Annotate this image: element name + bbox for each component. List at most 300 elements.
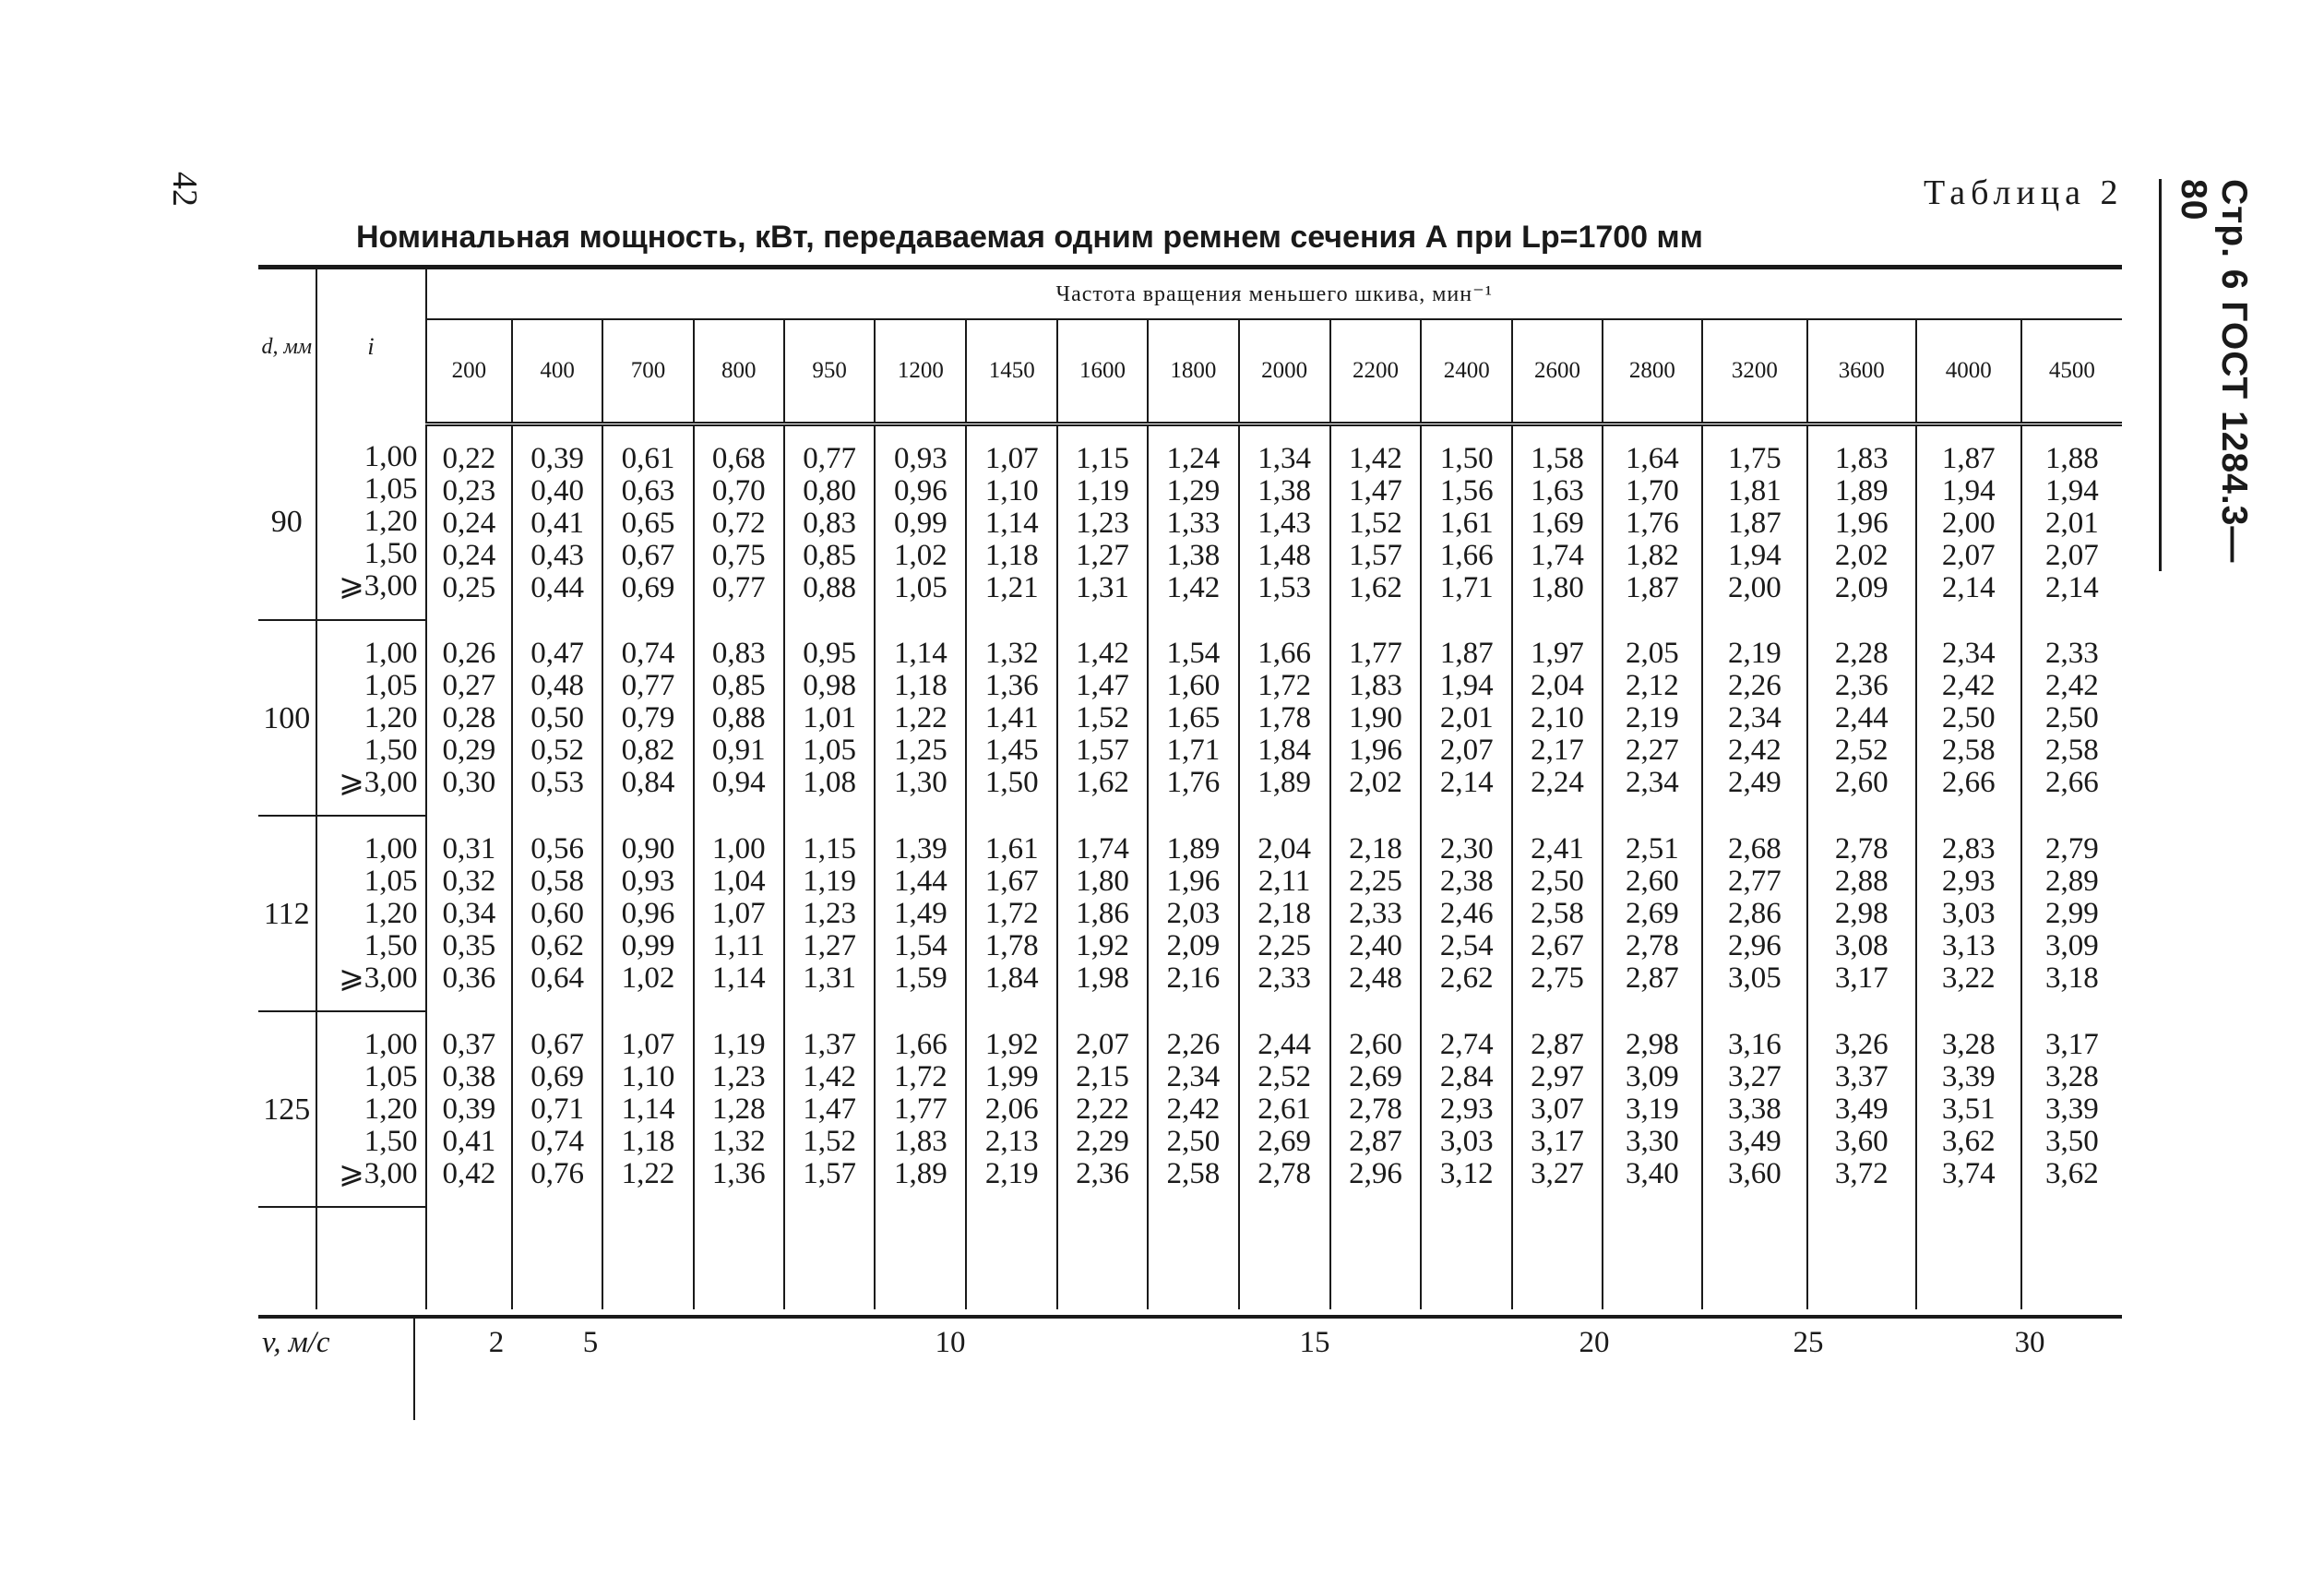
power-value: 0,99 <box>621 928 675 962</box>
frequency-header-cell: 4000 <box>1916 319 2021 424</box>
power-value: 2,34 <box>1941 636 1996 670</box>
power-value: 2,27 <box>1626 733 1679 767</box>
power-cell <box>1512 620 1603 816</box>
power-cell <box>602 620 694 816</box>
power-value: 1,50 <box>984 765 1039 799</box>
power-value: 3,17 <box>1834 961 1889 995</box>
power-value: 2,29 <box>1076 1124 1129 1158</box>
power-value: 1,67 <box>984 864 1039 898</box>
power-cell <box>1421 620 1512 816</box>
power-value: 2,28 <box>1834 636 1889 670</box>
power-value: 3,49 <box>1834 1092 1889 1126</box>
power-value: 3,03 <box>1941 896 1996 930</box>
ratio-value: 1,00 <box>363 636 418 670</box>
power-cell <box>966 424 1057 621</box>
power-cell <box>1807 1011 1916 1207</box>
power-value: 2,83 <box>1941 831 1996 866</box>
ratio-value: 1,20 <box>363 700 418 734</box>
diameter-cell: 125 <box>258 1011 316 1207</box>
power-value: 2,69 <box>1626 896 1679 930</box>
power-cell <box>602 1011 694 1207</box>
power-value: 2,61 <box>1257 1092 1311 1126</box>
power-cell <box>1330 1011 1422 1207</box>
power-value: 0,28 <box>442 700 496 734</box>
power-value: 1,21 <box>984 570 1039 604</box>
power-value: 0,27 <box>442 668 496 702</box>
power-value: 2,67 <box>1531 928 1584 962</box>
power-value: 2,09 <box>1834 570 1889 604</box>
power-value: 3,16 <box>1727 1027 1782 1061</box>
power-value: 1,34 <box>1257 441 1311 475</box>
power-value: 1,84 <box>984 961 1039 995</box>
power-value: 0,93 <box>621 864 675 898</box>
power-cell <box>512 816 602 1011</box>
power-value: 2,42 <box>1166 1092 1221 1126</box>
velocity-tick-label: 25 <box>1793 1326 1824 1359</box>
power-value: 1,32 <box>711 1124 766 1158</box>
power-value: 1,31 <box>803 961 856 995</box>
frequency-header-cell: 3600 <box>1807 319 1916 424</box>
power-value: 1,07 <box>621 1027 675 1061</box>
power-value: 2,78 <box>1349 1092 1402 1126</box>
empty-cell <box>2021 1207 2122 1309</box>
table-label: Таблица 2 <box>1924 173 2124 212</box>
frequency-header-cell: 400 <box>512 319 602 424</box>
power-value: 1,94 <box>1941 473 1996 507</box>
power-value: 0,80 <box>803 473 856 507</box>
power-value: 2,07 <box>1076 1027 1129 1061</box>
power-value: 2,38 <box>1439 864 1494 898</box>
power-value: 0,88 <box>711 700 766 734</box>
power-value: 1,96 <box>1834 506 1889 540</box>
power-value: 1,86 <box>1076 896 1129 930</box>
power-value: 0,39 <box>442 1092 496 1126</box>
power-value: 1,63 <box>1531 473 1584 507</box>
power-value: 1,02 <box>894 538 947 572</box>
power-cell <box>1702 1011 1807 1207</box>
empty-cell <box>316 1207 426 1309</box>
diameter-group-row <box>258 816 2122 1011</box>
power-value: 0,79 <box>621 700 675 734</box>
power-value: 0,41 <box>530 506 585 540</box>
frequency-header-cell: 800 <box>694 319 784 424</box>
ratio-cell <box>316 1011 426 1207</box>
power-value: 2,50 <box>1941 700 1996 734</box>
power-value: 1,07 <box>711 896 766 930</box>
power-value: 1,87 <box>1941 441 1996 475</box>
power-value: 1,31 <box>1076 570 1129 604</box>
power-cell <box>1148 1011 1239 1207</box>
diameter-group-row <box>258 1011 2122 1207</box>
table-body <box>258 424 2122 1310</box>
empty-cell <box>966 1207 1057 1309</box>
power-value: 1,98 <box>1076 961 1129 995</box>
power-value: 2,25 <box>1349 864 1402 898</box>
power-value: 0,38 <box>442 1059 496 1093</box>
power-value: 2,41 <box>1531 831 1584 866</box>
power-value: 2,34 <box>1727 700 1782 734</box>
diameter-cell: 100 <box>258 620 316 816</box>
power-cell <box>1603 1011 1702 1207</box>
power-value: 1,36 <box>984 668 1039 702</box>
power-value: 0,32 <box>442 864 496 898</box>
power-cell <box>1603 424 1702 621</box>
power-cell <box>1057 424 1148 621</box>
power-value: 0,42 <box>442 1156 496 1190</box>
power-cell <box>1330 424 1422 621</box>
power-value: 0,76 <box>530 1156 585 1190</box>
power-cell <box>875 424 966 621</box>
power-value: 2,69 <box>1349 1059 1402 1093</box>
power-value: 3,62 <box>1941 1124 1996 1158</box>
power-value: 1,76 <box>1166 765 1221 799</box>
power-value: 2,22 <box>1076 1092 1129 1126</box>
power-value: 1,14 <box>984 506 1039 540</box>
ratio-value: ⩾3,00 <box>339 1156 418 1190</box>
diameter-cell: 112 <box>258 816 316 1011</box>
power-value: 2,58 <box>1531 896 1584 930</box>
power-value: 1,62 <box>1076 765 1129 799</box>
power-value: 2,00 <box>1941 506 1996 540</box>
ratio-value: 1,20 <box>363 1092 418 1126</box>
power-cell <box>1807 620 1916 816</box>
power-value: 1,42 <box>1166 570 1221 604</box>
power-value: 1,23 <box>803 896 856 930</box>
frequency-row <box>258 319 2122 424</box>
ratio-value: 1,50 <box>363 1124 418 1158</box>
power-value: 2,03 <box>1166 896 1221 930</box>
empty-cell <box>1421 1207 1512 1309</box>
page-number: 42 <box>165 172 204 207</box>
power-value: 2,26 <box>1727 668 1782 702</box>
power-value: 3,74 <box>1941 1156 1996 1190</box>
table-title: Номинальная мощность, кВт, передаваемая одним ремнем сечения A при Lр=1700 мм <box>356 220 1703 255</box>
power-value: 1,72 <box>894 1059 947 1093</box>
power-cell <box>1148 620 1239 816</box>
power-cell <box>1239 1011 1330 1207</box>
power-value: 0,95 <box>803 636 856 670</box>
ratio-value: ⩾3,00 <box>339 765 418 799</box>
power-value: 1,72 <box>1257 668 1311 702</box>
power-value: 2,78 <box>1257 1156 1311 1190</box>
power-value: 1,71 <box>1439 570 1494 604</box>
power-value: 1,80 <box>1531 570 1584 604</box>
velocity-tick-label: 20 <box>1579 1326 1610 1359</box>
power-value: 1,22 <box>621 1156 675 1190</box>
power-value: 2,99 <box>2044 896 2099 930</box>
power-cell <box>1512 1011 1603 1207</box>
power-value: 2,50 <box>1166 1124 1221 1158</box>
power-value: 2,04 <box>1257 831 1311 866</box>
power-value: 2,96 <box>1727 928 1782 962</box>
power-value: 0,93 <box>894 441 947 475</box>
power-value: 2,19 <box>1727 636 1782 670</box>
power-value: 1,78 <box>1257 700 1311 734</box>
diameter-group-row <box>258 620 2122 816</box>
power-value: 0,31 <box>442 831 496 866</box>
power-value: 0,30 <box>442 765 496 799</box>
frequency-header-cell: 1450 <box>966 319 1057 424</box>
power-value: 1,52 <box>1076 700 1129 734</box>
power-value: 2,14 <box>1439 765 1494 799</box>
ratio-value: 1,05 <box>363 668 418 702</box>
power-cell <box>1807 424 1916 621</box>
frequency-header-cell: 2400 <box>1421 319 1512 424</box>
power-value: 0,58 <box>530 864 585 898</box>
power-value: 0,85 <box>711 668 766 702</box>
power-value: 0,96 <box>621 896 675 930</box>
power-value: 1,19 <box>711 1027 766 1061</box>
power-value: 3,28 <box>1941 1027 1996 1061</box>
power-value: 1,25 <box>894 733 947 767</box>
power-value: 2,50 <box>1531 864 1584 898</box>
power-value: 2,33 <box>2044 636 2099 670</box>
power-value: 0,96 <box>894 473 947 507</box>
power-value: 1,36 <box>711 1156 766 1190</box>
power-value: 3,09 <box>1626 1059 1679 1093</box>
power-value: 1,48 <box>1257 538 1311 572</box>
power-value: 0,67 <box>530 1027 585 1061</box>
power-value: 1,50 <box>1439 441 1494 475</box>
power-value: 1,54 <box>1166 636 1221 670</box>
power-value: 0,69 <box>621 570 675 604</box>
power-value: 2,13 <box>984 1124 1039 1158</box>
power-value: 0,65 <box>621 506 675 540</box>
power-value: 1,42 <box>1076 636 1129 670</box>
power-value: 3,62 <box>2044 1156 2099 1190</box>
power-cell <box>694 816 784 1011</box>
power-cell <box>966 1011 1057 1207</box>
power-cell <box>1916 816 2021 1011</box>
power-value: 1,87 <box>1626 570 1679 604</box>
power-value: 1,69 <box>1531 506 1584 540</box>
power-value: 2,34 <box>1626 765 1679 799</box>
power-value: 1,15 <box>1076 441 1129 475</box>
power-value: 1,89 <box>894 1156 947 1190</box>
power-value: 0,83 <box>803 506 856 540</box>
power-value: 0,88 <box>803 570 856 604</box>
power-value: 1,49 <box>894 896 947 930</box>
power-cell <box>784 620 876 816</box>
power-value: 2,54 <box>1439 928 1494 962</box>
power-cell <box>1421 816 1512 1011</box>
power-cell <box>784 424 876 621</box>
power-value: 2,68 <box>1727 831 1782 866</box>
power-value: 1,14 <box>711 961 766 995</box>
power-value: 2,26 <box>1166 1027 1221 1061</box>
power-value: 2,98 <box>1626 1027 1679 1061</box>
power-value: 0,61 <box>621 441 675 475</box>
power-value: 0,72 <box>711 506 766 540</box>
ratio-value: 1,20 <box>363 504 418 538</box>
power-value: 1,30 <box>894 765 947 799</box>
power-value: 0,53 <box>530 765 585 799</box>
power-value: 0,64 <box>530 961 585 995</box>
power-value: 0,70 <box>711 473 766 507</box>
power-cell <box>426 620 513 816</box>
power-value: 1,61 <box>1439 506 1494 540</box>
power-cell <box>875 1011 966 1207</box>
power-value: 1,18 <box>894 668 947 702</box>
ratio-value: 1,20 <box>363 896 418 930</box>
power-value: 3,39 <box>2044 1092 2099 1126</box>
power-value: 0,44 <box>530 570 585 604</box>
power-value: 1,14 <box>894 636 947 670</box>
power-value: 2,00 <box>1727 570 1782 604</box>
frequency-header-cell: 2600 <box>1512 319 1603 424</box>
empty-cell <box>426 1207 513 1309</box>
power-value: 1,84 <box>1257 733 1311 767</box>
power-value: 3,60 <box>1727 1156 1782 1190</box>
power-value: 1,81 <box>1727 473 1782 507</box>
power-value: 0,39 <box>530 441 585 475</box>
power-value: 1,99 <box>984 1059 1039 1093</box>
power-value: 2,42 <box>2044 668 2099 702</box>
power-cell <box>1239 424 1330 621</box>
power-value: 2,02 <box>1349 765 1402 799</box>
power-cell <box>1916 620 2021 816</box>
power-value: 2,62 <box>1439 961 1494 995</box>
power-value: 0,71 <box>530 1092 585 1126</box>
power-value: 3,08 <box>1834 928 1889 962</box>
power-value: 0,82 <box>621 733 675 767</box>
power-value: 2,98 <box>1834 896 1889 930</box>
power-value: 1,02 <box>621 961 675 995</box>
power-value: 2,07 <box>1941 538 1996 572</box>
power-value: 2,16 <box>1166 961 1221 995</box>
frequency-header-cell: 700 <box>602 319 694 424</box>
power-value: 0,29 <box>442 733 496 767</box>
power-value: 1,05 <box>803 733 856 767</box>
power-value: 1,60 <box>1166 668 1221 702</box>
power-value: 1,54 <box>894 928 947 962</box>
empty-cell <box>1148 1207 1239 1309</box>
power-value: 2,33 <box>1349 896 1402 930</box>
power-value: 1,00 <box>711 831 766 866</box>
power-value: 3,51 <box>1941 1092 1996 1126</box>
power-value: 1,23 <box>711 1059 766 1093</box>
power-cell <box>1807 816 1916 1011</box>
ratio-value: 1,00 <box>363 439 418 473</box>
power-value: 2,01 <box>1439 700 1494 734</box>
power-value: 2,44 <box>1257 1027 1311 1061</box>
power-value: 2,87 <box>1531 1027 1584 1061</box>
power-value: 2,79 <box>2044 831 2099 866</box>
power-value: 2,48 <box>1349 961 1402 995</box>
power-value: 2,07 <box>1439 733 1494 767</box>
power-value: 1,45 <box>984 733 1039 767</box>
power-value: 2,07 <box>2044 538 2099 572</box>
diameter-cell: 90 <box>258 424 316 621</box>
power-value: 1,57 <box>803 1156 856 1190</box>
power-value: 0,83 <box>711 636 766 670</box>
power-value: 3,13 <box>1941 928 1996 962</box>
power-value: 1,42 <box>803 1059 856 1093</box>
power-value: 3,27 <box>1727 1059 1782 1093</box>
power-value: 1,43 <box>1257 506 1311 540</box>
power-value: 1,53 <box>1257 570 1311 604</box>
power-value: 1,23 <box>1076 506 1129 540</box>
power-value: 1,70 <box>1626 473 1679 507</box>
velocity-label: v, м/с <box>262 1326 330 1359</box>
power-value: 1,57 <box>1076 733 1129 767</box>
power-cell <box>426 424 513 621</box>
power-cell <box>1239 620 1330 816</box>
power-value: 1,01 <box>803 700 856 734</box>
power-value: 3,22 <box>1941 961 1996 995</box>
power-value: 0,74 <box>530 1124 585 1158</box>
ratio-cell <box>316 424 426 621</box>
power-value: 1,19 <box>1076 473 1129 507</box>
power-value: 0,99 <box>894 506 947 540</box>
power-value: 1,42 <box>1349 441 1402 475</box>
power-value: 1,92 <box>984 1027 1039 1061</box>
power-cell <box>1330 816 1422 1011</box>
power-value: 0,37 <box>442 1027 496 1061</box>
power-value: 2,52 <box>1834 733 1889 767</box>
power-value: 2,25 <box>1257 928 1311 962</box>
power-cell <box>1916 424 2021 621</box>
power-value: 1,33 <box>1166 506 1221 540</box>
power-value: 1,18 <box>621 1124 675 1158</box>
velocity-tick-label: 10 <box>935 1326 966 1359</box>
power-value: 0,77 <box>621 668 675 702</box>
power-value: 1,41 <box>984 700 1039 734</box>
power-value: 1,37 <box>803 1027 856 1061</box>
power-value: 2,11 <box>1257 864 1311 898</box>
power-value: 1,22 <box>894 700 947 734</box>
power-value: 1,08 <box>803 765 856 799</box>
empty-cell <box>258 1207 316 1309</box>
power-value: 3,03 <box>1439 1124 1494 1158</box>
power-value: 2,60 <box>1349 1027 1402 1061</box>
empty-cell <box>1330 1207 1422 1309</box>
power-value: 3,40 <box>1626 1156 1679 1190</box>
power-value: 1,89 <box>1257 765 1311 799</box>
power-value: 3,19 <box>1626 1092 1679 1126</box>
power-value: 2,04 <box>1531 668 1584 702</box>
power-value: 3,17 <box>1531 1124 1584 1158</box>
ratio-value: 1,00 <box>363 1027 418 1061</box>
power-cell <box>2021 1011 2122 1207</box>
power-value: 2,74 <box>1439 1027 1494 1061</box>
power-value: 0,75 <box>711 538 766 572</box>
velocity-scale <box>258 1315 2122 1429</box>
ratio-value: 1,05 <box>363 472 418 506</box>
power-value: 2,58 <box>1941 733 1996 767</box>
power-value: 1,59 <box>894 961 947 995</box>
empty-cell <box>1057 1207 1148 1309</box>
ratio-value: ⩾3,00 <box>339 568 418 603</box>
power-value: 1,57 <box>1349 538 1402 572</box>
power-value: 2,84 <box>1439 1059 1494 1093</box>
power-value: 0,84 <box>621 765 675 799</box>
power-value: 3,50 <box>2044 1124 2099 1158</box>
power-cell <box>875 816 966 1011</box>
power-value: 3,38 <box>1727 1092 1782 1126</box>
power-cell <box>1421 1011 1512 1207</box>
power-value: 0,34 <box>442 896 496 930</box>
power-value: 2,60 <box>1626 864 1679 898</box>
power-value: 0,77 <box>803 441 856 475</box>
power-value: 2,24 <box>1531 765 1584 799</box>
velocity-tick-label: 5 <box>582 1326 599 1359</box>
power-value: 2,50 <box>2044 700 2099 734</box>
power-value: 1,66 <box>1257 636 1311 670</box>
power-value: 3,28 <box>2044 1059 2099 1093</box>
power-value: 3,12 <box>1439 1156 1494 1190</box>
power-cell <box>694 1011 784 1207</box>
